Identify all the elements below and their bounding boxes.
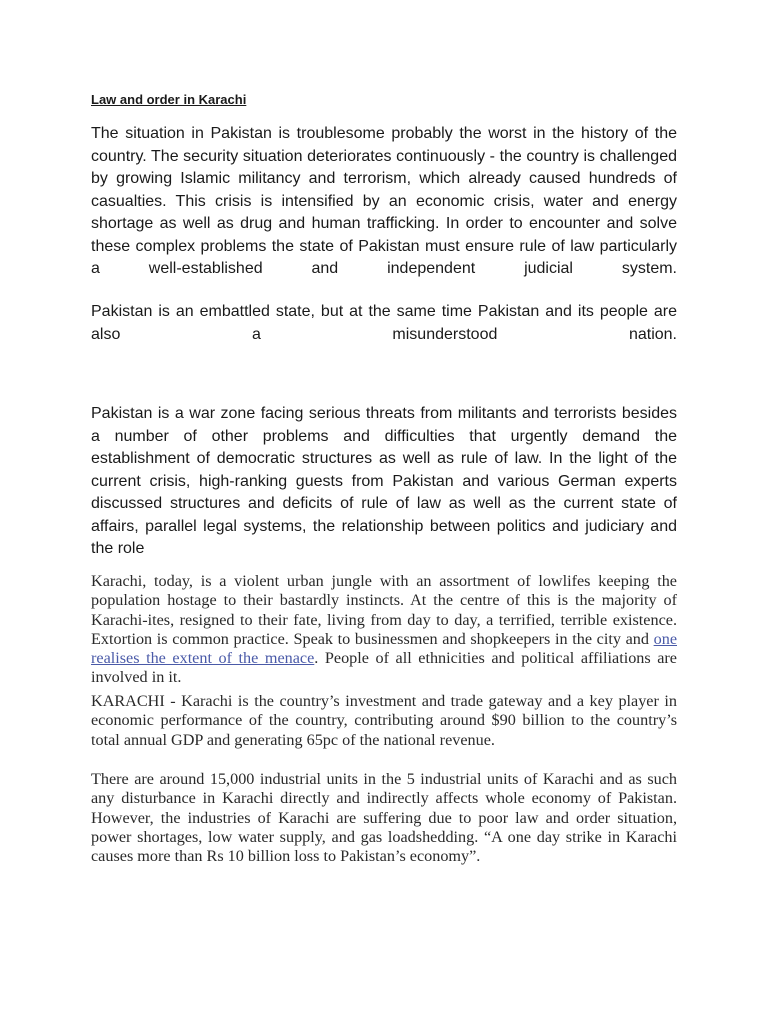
paragraph-karachi-today [91,572,677,688]
paragraph-karachi-today-text: Karachi, today, is a violent urban jungle with an assortment of lowlifes keeping the population hostage to their bastardly instincts. At the centre of this is the majority of Karachi-ites, resigned to their fate, living from day to day, a terrified, terrible existence. Extortion is common practice. Speak to businessmen and shopkeepers in the city and [91,572,677,648]
paragraph-situation: The situation in Pakistan is troublesome probably the worst in the history of the country. The security situation deteriorates continuously - the country is challenged by growing Islamic militancy and terrorism, which already caused hundreds of casualties. This crisis is intensified by an economic crisis, water and energy shortage as well as drug and human trafficking. In order to encounter and solve these complex problems the state of Pakistan must ensure rule of law particularly a well-established and independent judicial system. [91,125,677,277]
menace-link[interactable]: one realises the extent of the menace [91,629,677,668]
paragraph-war-zone: Pakistan is a war zone facing serious threats from militants and terrorists besides a number of other problems and difficulties that urgently demand the establishment of democratic structures as well as rule of law. In the light of the current crisis, high-ranking guests from Pakistan and various German experts discussed structures and deficits of rule of law as well as the current state of affairs, parallel legal systems, the relationship between politics and judiciary and the role [91,405,677,557]
paragraph-industrial-units: There are around 15,000 industrial units in the 5 industrial units of Karachi and as such any disturbance in Karachi directly and indirectly affects whole economy of Pakistan. However, the industries of Karachi are suffering due to poor law and order situation, power shortages, low water supply, and gas loadshedding. “A one day strike in Karachi causes more than Rs 10 billion loss to Pakistan’s economy”. [91,770,677,866]
document-heading: Law and order in Karachi [91,92,247,107]
paragraph-karachi-economy: KARACHI - Karachi is the country’s investment and trade gateway and a key player in economic performance of the country, contributing around $90 billion to the country’s total annual GDP and generating 65pc of the national revenue. [91,692,677,749]
paragraph-karachi-today-tail: . People of all ethnicities and political affiliations are involved in it. [91,649,677,687]
paragraph-embattled-state: Pakistan is an embattled state, but at the same time Pakistan and its people are also a misunderstood nation. [91,303,677,343]
